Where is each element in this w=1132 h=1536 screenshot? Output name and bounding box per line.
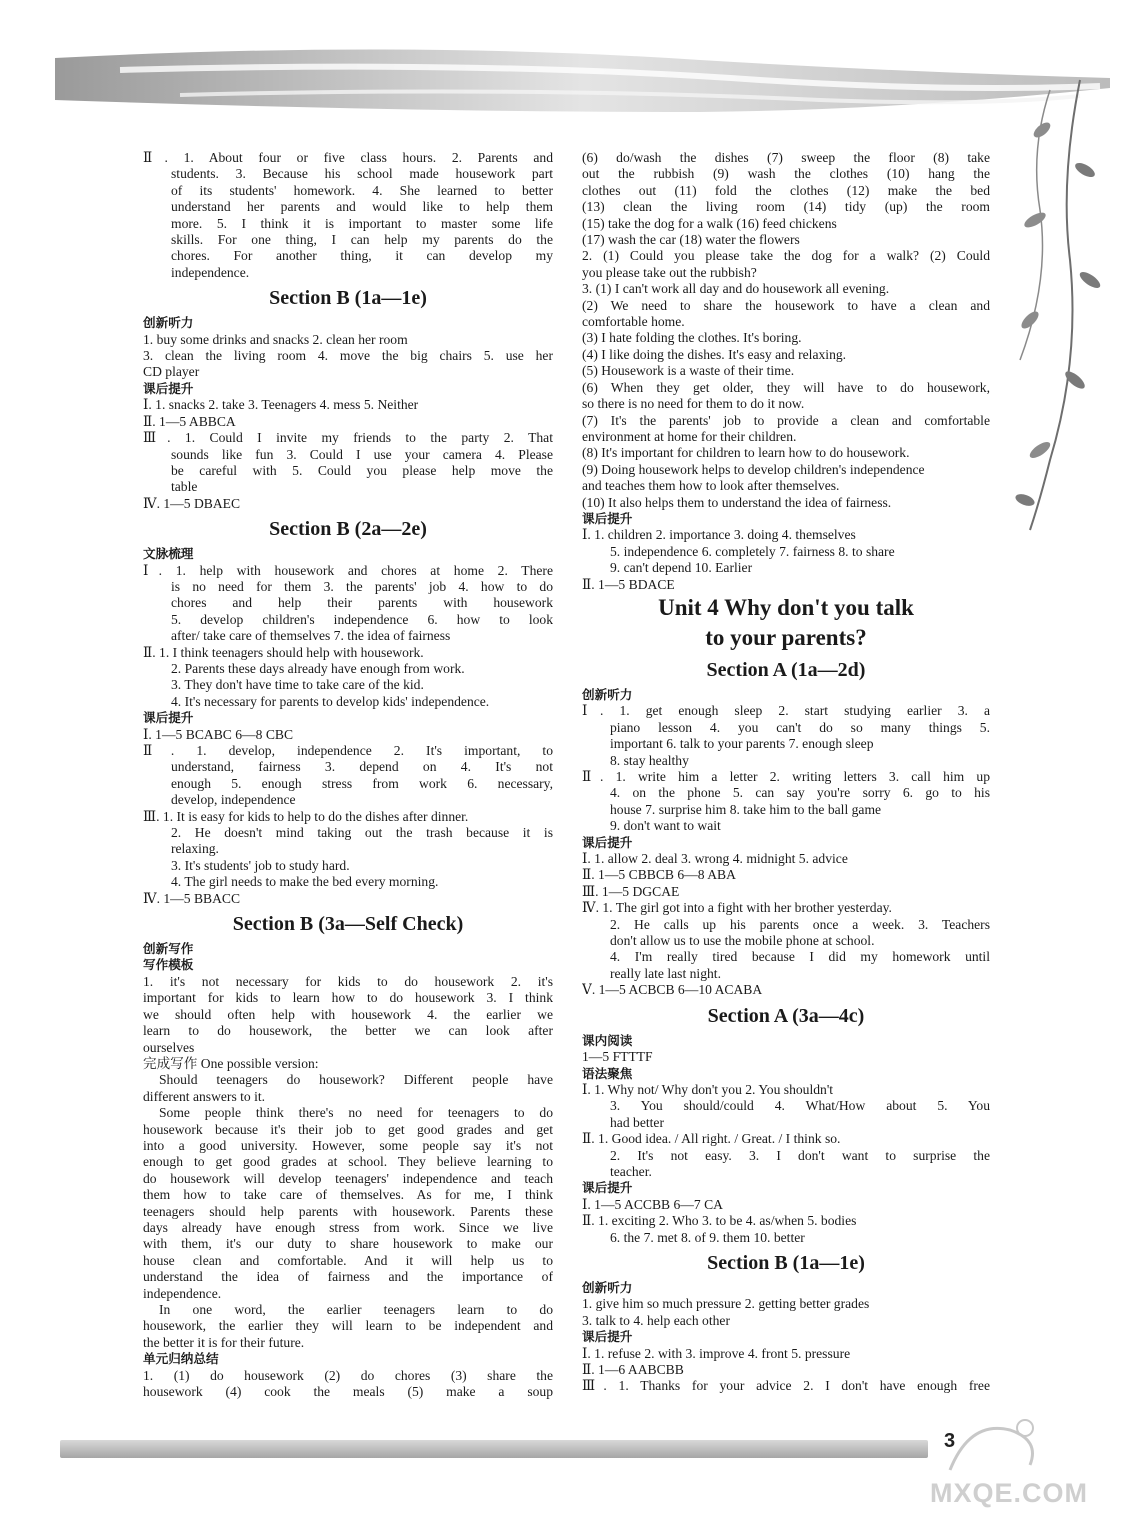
section-heading: Section B (1a—1e) [269,287,427,310]
answer-line: Ⅱ. 1. Good idea. / All right. / Great. / I think so. [582,1131,841,1147]
answer-line: (10) It also helps them to understand the idea of fairness. [582,494,892,510]
answer-line: 4. It's necessary for parents to develop kids' independence. [171,693,490,709]
answer-line: enough 5. enough stress from work 6. necessary, [171,775,553,791]
answer-line: 3. They don't have time to take care of the kid. [171,677,424,693]
answer-line: understand her parents and would like to help them [171,199,553,215]
answer-line: In one word, the earlier teenagers learn to do [159,1302,553,1317]
answer-line: students. 3. Because his school made housework part [171,166,553,182]
answer-line: (13) clean the living room (14) tidy (up) the room [582,199,990,215]
answer-line: is no need for them 3. the parents' job 4. how to do [171,578,553,594]
answer-line: Ⅱ. 1. I think teenagers should help with housework. [143,644,424,660]
answer-line: house 7. surprise him 8. take him to the ball game [610,801,882,817]
answer-line: important 6. talk to your parents 7. enough sleep [610,736,874,752]
answer-line: 完成写作 One possible version: [143,1055,319,1071]
subsection-label: 课后提升 [143,710,194,726]
answer-line: 1. it's not necessary for kids to do housework 2. it's [143,973,553,989]
answer-line: enough to get good grades at school. They believe learning to [143,1154,553,1170]
section-heading: Section A (1a—2d) [706,658,866,681]
answer-line: Ⅰ. 1. refuse 2. with 3. improve 4. front 5. pressure [582,1345,851,1361]
watermark-text: MXQE.COM [930,1478,1089,1508]
answer-line: you please take out the rubbish? [582,264,757,280]
subsection-label: 写作模板 [143,957,194,973]
answer-line: Ⅲ. 1. It is easy for kids to help to do the dishes after dinner. [143,808,469,824]
answer-line: housework, the earlier they will learn to be independent and [143,1318,553,1334]
answer-line: Ⅰ. 1. allow 2. deal 3. wrong 4. midnight 5. advice [582,851,848,867]
answer-line: 9. don't want to wait [610,818,721,834]
answer-line: Ⅲ. 1. Thanks for your advice 2. I don't have enough free [582,1378,990,1394]
answer-line: Ⅰ. 1. snacks 2. take 3. Teenagers 4. mess 5. Neither [143,397,419,413]
subsection-label: 课内阅读 [582,1032,633,1048]
answer-line: 6. the 7. met 8. of 9. them 10. better [610,1229,805,1245]
answer-line: Ⅱ. 1—5 CBBCB 6—8 ABA [582,867,736,883]
answer-line: 5. independence 6. completely 7. fairness 8. to share [610,543,895,559]
answer-line: the better it is for their future. [143,1334,305,1350]
subsection-label: 文脉梳理 [143,546,194,562]
answer-line: Ⅳ. 1—5 BBACC [143,890,241,906]
answer-line: and teaches them how to look after themselves. [582,478,840,494]
answer-line: (6) do/wash the dishes (7) sweep the floor (8) take [582,150,990,165]
answer-line: housework because it's their job to get good grades and get [143,1121,553,1137]
answer-line: more. 5. I think it is important to master some life [171,215,553,231]
answer-line: independence. [171,264,250,280]
answer-line: sounds like fun 3. Could I use your camera 4. Please [171,446,553,462]
footer-bar [60,1440,928,1458]
answer-line: we should often help with housework 4. the earlier we [143,1006,553,1022]
answer-line: skills. For one thing, I can help my parents do the [171,232,553,248]
answer-line: housework (4) cook the meals (5) make a soup [143,1384,553,1400]
subsection-label: 课后提升 [143,380,194,396]
answer-line: Ⅱ. 1—6 AABCBB [582,1362,684,1377]
header-banner [0,0,1132,150]
answer-line: 8. stay healthy [610,752,689,768]
answer-line: Should teenagers do housework? Different people have [159,1072,553,1088]
answer-line: with them, it's our duty to share housework to make our [143,1236,553,1252]
answer-line: Ⅱ. 1. exciting 2. Who 3. to be 4. as/when 5. bodies [582,1213,857,1229]
answer-line: important for kids to learn how to do housework 3. I think [143,990,553,1006]
answer-line: (8) It's important for children to learn how to do housework. [582,445,910,461]
answer-line: do housework will develop teenagers' independence and teach [143,1170,553,1186]
section-heading: Section B (2a—2e) [269,518,427,541]
answer-line: 1. give him so much pressure 2. getting better grades [582,1296,870,1312]
left-answer-column [143,150,553,1400]
answer-line: house clean and comfortable. And it will help us to [143,1252,553,1268]
answer-line: different answers to it. [143,1088,266,1104]
answer-line: 2. It's not easy. 3. I don't want to surprise the [610,1147,990,1163]
answer-line: Ⅰ. 1. get enough sleep 2. start studying earlier 3. a [582,703,990,719]
subsection-label: 课后提升 [582,1329,633,1345]
answer-line: 3. talk to 4. help each other [582,1312,730,1328]
answer-line: be careful with 5. Could you please help move the [171,462,553,478]
section-heading: Section B (1a—1e) [707,1251,865,1274]
vine-decoration [990,60,1132,540]
answer-line: 2. Parents these days already have enough from work. [171,660,465,676]
answer-line: 1. buy some drinks and snacks 2. clean her room [143,331,408,347]
subsection-label: 课后提升 [582,510,633,526]
answer-line: environment at home for their children. [582,428,797,444]
answer-line: Ⅱ. 1. About four or five class hours. 2. Parents and [143,150,553,165]
answer-line: Ⅳ. 1—5 DBAEC [143,495,241,511]
section-heading: Section A (3a—4c) [707,1004,865,1027]
answer-line: CD player [143,364,200,380]
unit-title: Unit 4 Why don't you talk [658,594,914,620]
answer-line: (6) When they get older, they will have to do housework, [582,379,990,395]
answer-line: develop, independence [171,792,296,808]
answer-line: Ⅰ. 1. help with housework and chores at home 2. There [143,562,553,578]
answer-line: (17) wash the car (18) water the flowers [582,232,800,248]
answer-line: teenagers should help parents with housework. Parents these [143,1203,553,1219]
page-number: 3 [944,1430,956,1452]
answer-line: don't allow us to use the mobile phone at school. [610,933,875,949]
answer-line: out the rubbish (9) wash the clothes (10) hang the [582,166,990,182]
watermark-logo [930,1410,1130,1480]
answer-line: Ⅲ. 1. Could I invite my friends to the party 2. That [143,430,553,446]
answer-line: ourselves [143,1039,195,1055]
answer-line: Ⅳ. 1. The girl got into a fight with her brother yesterday. [582,900,892,916]
answer-line: 9. can't depend 10. Earlier [610,560,753,576]
answer-line: (3) I hate folding the clothes. It's boring. [582,330,802,346]
answer-line: 3. You should/could 4. What/How about 5. You [610,1098,990,1114]
subsection-label: 课后提升 [582,1180,633,1196]
answer-line: 1. (1) do housework (2) do chores (3) share the [143,1367,553,1383]
answer-line: after/ take care of themselves 7. the idea of fairness [171,628,451,644]
subsection-label: 课后提升 [582,834,633,850]
subsection-label: 语法聚焦 [582,1065,633,1081]
answer-line: 4. I'm really tired because I did my homework until [610,949,990,965]
subsection-label: 创新听力 [582,1279,633,1295]
answer-line: Some people think there's no need for teenagers to do [159,1105,553,1121]
answer-line: understand, fairness 3. depend on 4. It's not [171,759,553,775]
answer-line: (4) I like doing the dishes. It's easy and relaxing. [582,346,847,362]
answer-line: had better [610,1114,664,1130]
answer-line: 2. (1) Could you please take the dog for a walk? (2) Could [582,248,990,264]
subsection-label: 创新听力 [143,315,194,331]
answer-line: chores and help their parents with housework [171,595,553,611]
answer-line: really late last night. [610,965,721,981]
subsection-label: 创新写作 [143,941,194,957]
answer-line: clothes out (11) fold the clothes (12) make the bed [582,182,990,198]
answer-line: them how to take care of themselves. As for me, I think [143,1187,553,1203]
section-heading: Section B (3a—Self Check) [232,913,464,936]
answer-line: 3. clean the living room 4. move the big chairs 5. use her [143,348,553,364]
answer-line: of its students' homework. 4. She learned to better [171,182,553,198]
answer-line: independence. [143,1285,222,1301]
answer-line: Ⅱ. 1—5 BDACE [582,576,675,592]
answer-line: comfortable home. [582,314,685,330]
answer-line: (15) take the dog for a walk (16) feed chickens [582,215,837,231]
answer-line: Ⅴ. 1—5 ACBCB 6—10 ACABA [582,982,763,998]
answer-line: relaxing. [171,841,219,857]
answer-line: learn to do housework, the better we can look after [143,1023,553,1039]
answer-line: (2) We need to share the housework to have a clean and [582,297,990,313]
answer-line: Ⅱ. 1—5 ABBCA [143,413,236,429]
answer-line: (5) Housework is a waste of their time. [582,363,795,379]
answer-line: 3. It's students' job to study hard. [171,857,350,873]
unit-title: to your parents? [705,624,867,650]
answer-line: Ⅱ. 1. develop, independence 2. It's important, to [143,743,553,758]
answer-line: understand the idea of fairness and the importance of [143,1269,553,1285]
right-answer-column [582,150,990,1395]
answer-line: 2. He doesn't mind taking out the trash because it is [171,825,553,841]
subsection-label: 创新听力 [582,686,633,702]
answer-line: 4. The girl needs to make the bed every morning. [171,874,439,890]
answer-line: teacher. [610,1163,652,1179]
answer-line: Ⅰ. 1. children 2. importance 3. doing 4. themselves [582,527,856,543]
answer-line: piano lesson 4. you can't do so many things 5. [610,719,990,735]
answer-line: 1—5 FTTTF [582,1049,653,1065]
answer-line: 5. develop children's independence 6. how to look [171,611,553,627]
answer-line: (9) Doing housework helps to develop children's independence [582,461,925,477]
answer-line: table [171,479,198,495]
answer-line: Ⅲ. 1—5 DGCAE [582,883,680,899]
answer-line: so there is no need for them to do it now. [582,396,805,412]
answer-line: 2. He calls up his parents once a week. 3. Teachers [610,916,990,932]
answer-line: (7) It's the parents' job to provide a clean and comfortable [582,412,990,428]
answer-line: Ⅰ. 1—5 ACCBB 6—7 CA [582,1196,723,1212]
answer-line: Ⅰ. 1. Why not/ Why don't you 2. You shouldn't [582,1081,834,1097]
answer-line: Ⅰ. 1—5 BCABC 6—8 CBC [143,726,294,742]
answer-line: 4. on the phone 5. can say you're sorry 6. go to his [610,785,990,801]
answer-line: into a good university. However, some people say it's not [143,1137,553,1153]
answer-line: days already have enough stress from work. Since we live [143,1219,553,1235]
answer-line: Ⅱ. 1. write him a letter 2. writing letters 3. call him up [582,769,990,784]
answer-line: chores. For another thing, it can develop my [171,248,553,264]
answer-line: 3. (1) I can't work all day and do housework all evening. [582,281,890,297]
subsection-label: 单元归纳总结 [143,1351,219,1367]
